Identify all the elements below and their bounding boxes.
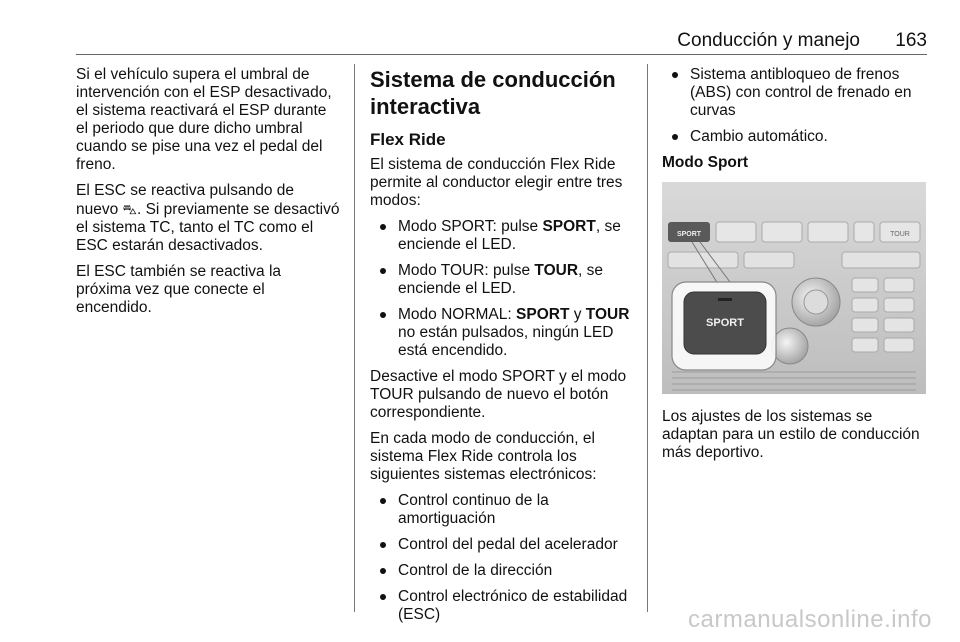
sport-label: SPORT [706,317,744,329]
esc-text-start: El ESC se reactiva pulsando de nuevo [76,182,294,218]
column-divider-1 [354,64,355,612]
sport-mode-heading: Modo Sport [662,154,749,171]
esp-reactivation-paragraph: Si el vehículo supera el umbral de intervención con el ESP desactivado, el sistema reactivará el ESP durante el periodo que dure dicho umbral cuando se pise una vez el pedal del freno. [76,66,332,173]
tour-label: TOUR [890,231,910,238]
list-item: Modo NORMAL: SPORT y TOUR no están pulsados, ningún LED está encendido. [370,306,636,360]
sport-mode-paragraph: Los ajustes de los sistemas se adaptan para un estilo de conducción más deportivo. [662,408,920,461]
watermark: carmanualsonline.info [688,606,932,633]
list-item: Control de la dirección [370,562,636,580]
modes-list [370,218,636,360]
systems-list-continued [662,66,926,146]
section-subheading: Flex Ride [370,130,446,149]
section-heading: Sistema de conducción interactiva [370,67,616,119]
list-item: Control electrónico de estabilidad (ESC) [370,588,636,624]
column-1 [76,66,340,325]
esc-off-icon: ⛍ [122,201,137,217]
list-item: Control continuo de la amortiguación [370,492,636,528]
list-item: Control del pedal del acelerador [370,536,636,554]
esc-ignition-paragraph: El ESC también se reactiva la próxima vez que conecte el encendido. [76,263,282,316]
column-divider-2 [647,64,648,612]
small-sport-label: SPORT [676,231,702,238]
lower-knob [772,328,808,364]
deactivate-paragraph: Desactive el modo SPORT y el modo TOUR pulsando de nuevo el botón correspondiente. [370,368,627,421]
page-header-title: Conducción y manejo [677,30,860,51]
systems-intro: En cada modo de conducción, el sistema Flex Ride controla los siguientes sistemas electrónicos: [370,430,597,483]
esc-reactivate-paragraph [76,182,340,255]
list-item: Sistema antibloqueo de frenos (ABS) con control de frenado en curvas [662,66,926,120]
column-3 [662,66,926,470]
flexride-intro: El sistema de conducción Flex Ride permite al conductor elegir entre tres modos: [370,156,623,209]
sport-button-figure [662,182,926,394]
page-number: 163 [895,30,927,51]
header-divider [76,54,927,55]
list-item: Modo TOUR: pulse TOUR, se enciende el LED. [370,262,636,298]
list-item: Modo SPORT: pulse SPORT, se enciende el LED. [370,218,636,254]
systems-list [370,492,636,624]
esc-text-end: . Si previamente se desactivó el sistema TC, tanto el TC como el ESC estarán desactivados. [76,201,340,254]
list-item: Cambio automático. [662,128,926,146]
column-2 [370,66,636,632]
